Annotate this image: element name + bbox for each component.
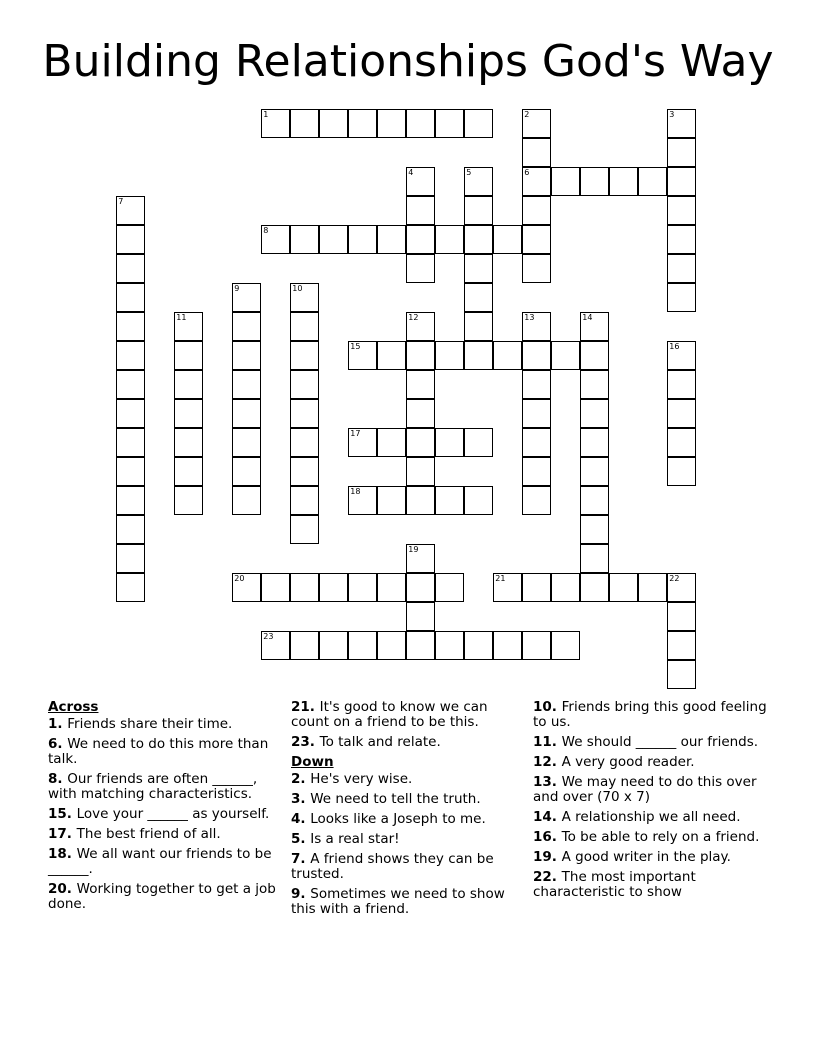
grid-cell[interactable] (435, 573, 464, 602)
grid-cell[interactable] (580, 544, 609, 573)
clue-number: 9 (234, 284, 240, 294)
grid-cell[interactable] (609, 167, 638, 196)
grid-cell[interactable] (406, 312, 435, 341)
down-heading: Down (291, 754, 334, 770)
clue-number: 19 (408, 545, 419, 555)
grid-cell[interactable] (232, 457, 261, 486)
grid-cell[interactable] (232, 341, 261, 370)
clue-number: 16 (669, 342, 680, 352)
grid-cell[interactable] (406, 602, 435, 631)
grid-cell[interactable] (290, 631, 319, 660)
grid-cell[interactable] (522, 457, 551, 486)
grid-cell[interactable] (638, 573, 667, 602)
grid-cell[interactable] (290, 341, 319, 370)
grid-cell[interactable] (580, 399, 609, 428)
grid-cell[interactable] (580, 573, 609, 602)
clue-number: 11 (176, 313, 187, 323)
grid-cell[interactable] (435, 428, 464, 457)
clue-number: 3 (669, 110, 675, 120)
grid-cell[interactable] (232, 283, 261, 312)
grid-cell[interactable] (464, 254, 493, 283)
clue-column-3 (533, 700, 768, 905)
grid-cell[interactable] (522, 138, 551, 167)
grid-cell[interactable] (667, 370, 696, 399)
grid-cell[interactable] (522, 196, 551, 225)
clue-down-13: 13. We may need to do this over and over (70 x 7) (533, 774, 757, 805)
grid-cell[interactable] (319, 631, 348, 660)
grid-cell[interactable] (522, 109, 551, 138)
clue-across-17: 17. The best friend of all. (48, 826, 221, 842)
grid-cell[interactable] (580, 370, 609, 399)
clue-column-1 (48, 700, 278, 917)
grid-cell[interactable] (174, 312, 203, 341)
grid-cell[interactable] (580, 428, 609, 457)
grid-cell[interactable] (348, 109, 377, 138)
grid-cell[interactable] (174, 341, 203, 370)
grid-cell[interactable] (580, 515, 609, 544)
grid-cell[interactable] (116, 196, 145, 225)
clue-number: 6 (524, 168, 530, 178)
clue-number: 15 (350, 342, 361, 352)
grid-cell[interactable] (116, 515, 145, 544)
grid-cell[interactable] (464, 225, 493, 254)
grid-cell[interactable] (406, 225, 435, 254)
grid-cell[interactable] (667, 573, 696, 602)
clue-down-10: 10. Friends bring this good feeling to us. (533, 699, 767, 730)
grid-cell[interactable] (464, 312, 493, 341)
grid-cell[interactable] (232, 370, 261, 399)
clue-down-14: 14. A relationship we all need. (533, 809, 741, 825)
clue-across-8: 8. Our friends are often ______, with matching characteristics. (48, 771, 258, 802)
grid-cell[interactable] (348, 428, 377, 457)
clue-across-6: 6. We need to do this more than talk. (48, 736, 269, 767)
grid-cell[interactable] (348, 631, 377, 660)
clue-down-2: 2. He's very wise. (291, 771, 413, 787)
grid-cell[interactable] (435, 109, 464, 138)
clue-number: 18 (350, 487, 361, 497)
grid-cell[interactable] (174, 457, 203, 486)
grid-cell[interactable] (551, 167, 580, 196)
grid-cell[interactable] (406, 486, 435, 515)
grid-cell[interactable] (174, 399, 203, 428)
grid-cell[interactable] (667, 341, 696, 370)
grid-cell[interactable] (290, 515, 319, 544)
clue-number: 7 (118, 197, 124, 207)
grid-cell[interactable] (232, 486, 261, 515)
grid-cell[interactable] (377, 573, 406, 602)
grid-cell[interactable] (290, 428, 319, 457)
grid-cell[interactable] (406, 399, 435, 428)
grid-cell[interactable] (116, 312, 145, 341)
grid-cell[interactable] (261, 225, 290, 254)
grid-cell[interactable] (116, 254, 145, 283)
grid-cell[interactable] (348, 573, 377, 602)
clue-number: 17 (350, 429, 361, 439)
grid-cell[interactable] (290, 399, 319, 428)
grid-cell[interactable] (667, 254, 696, 283)
grid-cell[interactable] (348, 225, 377, 254)
grid-cell[interactable] (406, 457, 435, 486)
grid-cell[interactable] (116, 544, 145, 573)
clue-down-11: 11. We should ______ our friends. (533, 734, 759, 750)
grid-cell[interactable] (174, 428, 203, 457)
grid-cell[interactable] (377, 486, 406, 515)
grid-cell[interactable] (667, 457, 696, 486)
grid-cell[interactable] (348, 341, 377, 370)
grid-cell[interactable] (116, 283, 145, 312)
grid-cell[interactable] (667, 631, 696, 660)
puzzle-title: Building Relationships God's Way (42, 36, 774, 87)
grid-cell[interactable] (435, 486, 464, 515)
grid-cell[interactable] (290, 225, 319, 254)
grid-cell[interactable] (116, 399, 145, 428)
grid-cell[interactable] (116, 457, 145, 486)
grid-cell[interactable] (406, 631, 435, 660)
clue-number: 20 (234, 574, 245, 584)
grid-cell[interactable] (580, 457, 609, 486)
grid-cell[interactable] (377, 631, 406, 660)
grid-cell[interactable] (116, 428, 145, 457)
grid-cell[interactable] (435, 341, 464, 370)
grid-cell[interactable] (290, 109, 319, 138)
grid-cell[interactable] (406, 573, 435, 602)
grid-cell[interactable] (116, 341, 145, 370)
grid-cell[interactable] (580, 167, 609, 196)
grid-cell[interactable] (464, 486, 493, 515)
clue-number: 14 (582, 313, 593, 323)
grid-cell[interactable] (493, 631, 522, 660)
clue-down-5: 5. Is a real star! (291, 831, 400, 847)
grid-cell[interactable] (464, 196, 493, 225)
grid-cell[interactable] (319, 109, 348, 138)
grid-cell[interactable] (174, 486, 203, 515)
clue-across-1: 1. Friends share their time. (48, 716, 233, 732)
grid-cell[interactable] (638, 167, 667, 196)
clue-across-18: 18. We all want our friends to be ______. (48, 846, 272, 877)
grid-cell[interactable] (493, 225, 522, 254)
grid-cell[interactable] (522, 312, 551, 341)
grid-cell[interactable] (464, 428, 493, 457)
grid-cell[interactable] (406, 544, 435, 573)
across-heading: Across (48, 699, 99, 715)
grid-cell[interactable] (406, 167, 435, 196)
grid-cell[interactable] (261, 631, 290, 660)
grid-cell[interactable] (435, 631, 464, 660)
grid-cell[interactable] (551, 631, 580, 660)
clue-across-23: 23. To talk and relate. (291, 734, 441, 750)
grid-cell[interactable] (116, 486, 145, 515)
grid-cell[interactable] (232, 399, 261, 428)
grid-cell[interactable] (377, 428, 406, 457)
clue-number: 13 (524, 313, 535, 323)
grid-cell[interactable] (522, 254, 551, 283)
grid-cell[interactable] (667, 428, 696, 457)
grid-cell[interactable] (464, 631, 493, 660)
grid-cell[interactable] (667, 167, 696, 196)
grid-cell[interactable] (377, 225, 406, 254)
clue-down-3: 3. We need to tell the truth. (291, 791, 481, 807)
grid-cell[interactable] (290, 312, 319, 341)
grid-cell[interactable] (406, 428, 435, 457)
clue-down-19: 19. A good writer in the play. (533, 849, 731, 865)
clue-down-22: 22. The most important characteristic to show (533, 869, 696, 900)
grid-cell[interactable] (464, 341, 493, 370)
grid-cell[interactable] (667, 109, 696, 138)
grid-cell[interactable] (580, 312, 609, 341)
grid-cell[interactable] (377, 109, 406, 138)
grid-cell[interactable] (232, 573, 261, 602)
grid-cell[interactable] (551, 573, 580, 602)
grid-cell[interactable] (667, 196, 696, 225)
grid-cell[interactable] (522, 399, 551, 428)
grid-cell[interactable] (667, 399, 696, 428)
grid-cell[interactable] (290, 457, 319, 486)
clue-number: 1 (263, 110, 269, 120)
clue-across-20: 20. Working together to get a job done. (48, 881, 276, 912)
grid-cell[interactable] (522, 225, 551, 254)
clue-across-15: 15. Love your ______ as yourself. (48, 806, 270, 822)
grid-cell[interactable] (522, 631, 551, 660)
grid-cell[interactable] (290, 283, 319, 312)
clue-down-4: 4. Looks like a Joseph to me. (291, 811, 486, 827)
grid-cell[interactable] (319, 573, 348, 602)
clue-number: 2 (524, 110, 530, 120)
grid-cell[interactable] (406, 254, 435, 283)
grid-cell[interactable] (522, 428, 551, 457)
clue-down-9: 9. Sometimes we need to show this with a friend. (291, 886, 505, 917)
grid-cell[interactable] (667, 660, 696, 689)
grid-cell[interactable] (493, 573, 522, 602)
clue-across-21: 21. It's good to know we can count on a friend to be this. (291, 699, 488, 730)
grid-cell[interactable] (522, 341, 551, 370)
grid-cell[interactable] (580, 341, 609, 370)
grid-cell[interactable] (348, 486, 377, 515)
grid-cell[interactable] (522, 486, 551, 515)
grid-cell[interactable] (232, 428, 261, 457)
grid-cell[interactable] (522, 370, 551, 399)
grid-cell[interactable] (116, 225, 145, 254)
clue-down-12: 12. A very good reader. (533, 754, 695, 770)
grid-cell[interactable] (522, 573, 551, 602)
grid-cell[interactable] (609, 573, 638, 602)
grid-cell[interactable] (174, 370, 203, 399)
grid-cell[interactable] (667, 225, 696, 254)
clue-down-16: 16. To be able to rely on a friend. (533, 829, 760, 845)
grid-cell[interactable] (667, 138, 696, 167)
grid-cell[interactable] (290, 370, 319, 399)
clue-column-2 (291, 700, 521, 922)
grid-cell[interactable] (406, 341, 435, 370)
clue-number: 4 (408, 168, 414, 178)
grid-cell[interactable] (464, 167, 493, 196)
grid-cell[interactable] (522, 167, 551, 196)
grid-cell[interactable] (261, 109, 290, 138)
grid-cell[interactable] (464, 283, 493, 312)
grid-cell[interactable] (464, 109, 493, 138)
grid-cell[interactable] (580, 486, 609, 515)
grid-cell[interactable] (116, 370, 145, 399)
clue-number: 10 (292, 284, 303, 294)
grid-cell[interactable] (435, 225, 464, 254)
grid-cell[interactable] (116, 573, 145, 602)
clue-number: 22 (669, 574, 680, 584)
grid-cell[interactable] (667, 602, 696, 631)
grid-cell[interactable] (667, 283, 696, 312)
grid-cell[interactable] (551, 341, 580, 370)
clue-number: 12 (408, 313, 419, 323)
grid-cell[interactable] (232, 312, 261, 341)
grid-cell[interactable] (406, 370, 435, 399)
clue-number: 5 (466, 168, 472, 178)
grid-cell[interactable] (493, 341, 522, 370)
clue-number: 8 (263, 226, 269, 236)
grid-cell[interactable] (290, 573, 319, 602)
grid-cell[interactable] (406, 196, 435, 225)
grid-cell[interactable] (261, 573, 290, 602)
grid-cell[interactable] (290, 486, 319, 515)
grid-cell[interactable] (377, 341, 406, 370)
clue-down-7: 7. A friend shows they can be trusted. (291, 851, 494, 882)
clue-number: 21 (495, 574, 506, 584)
grid-cell[interactable] (406, 109, 435, 138)
grid-cell[interactable] (319, 225, 348, 254)
clue-number: 23 (263, 632, 274, 642)
